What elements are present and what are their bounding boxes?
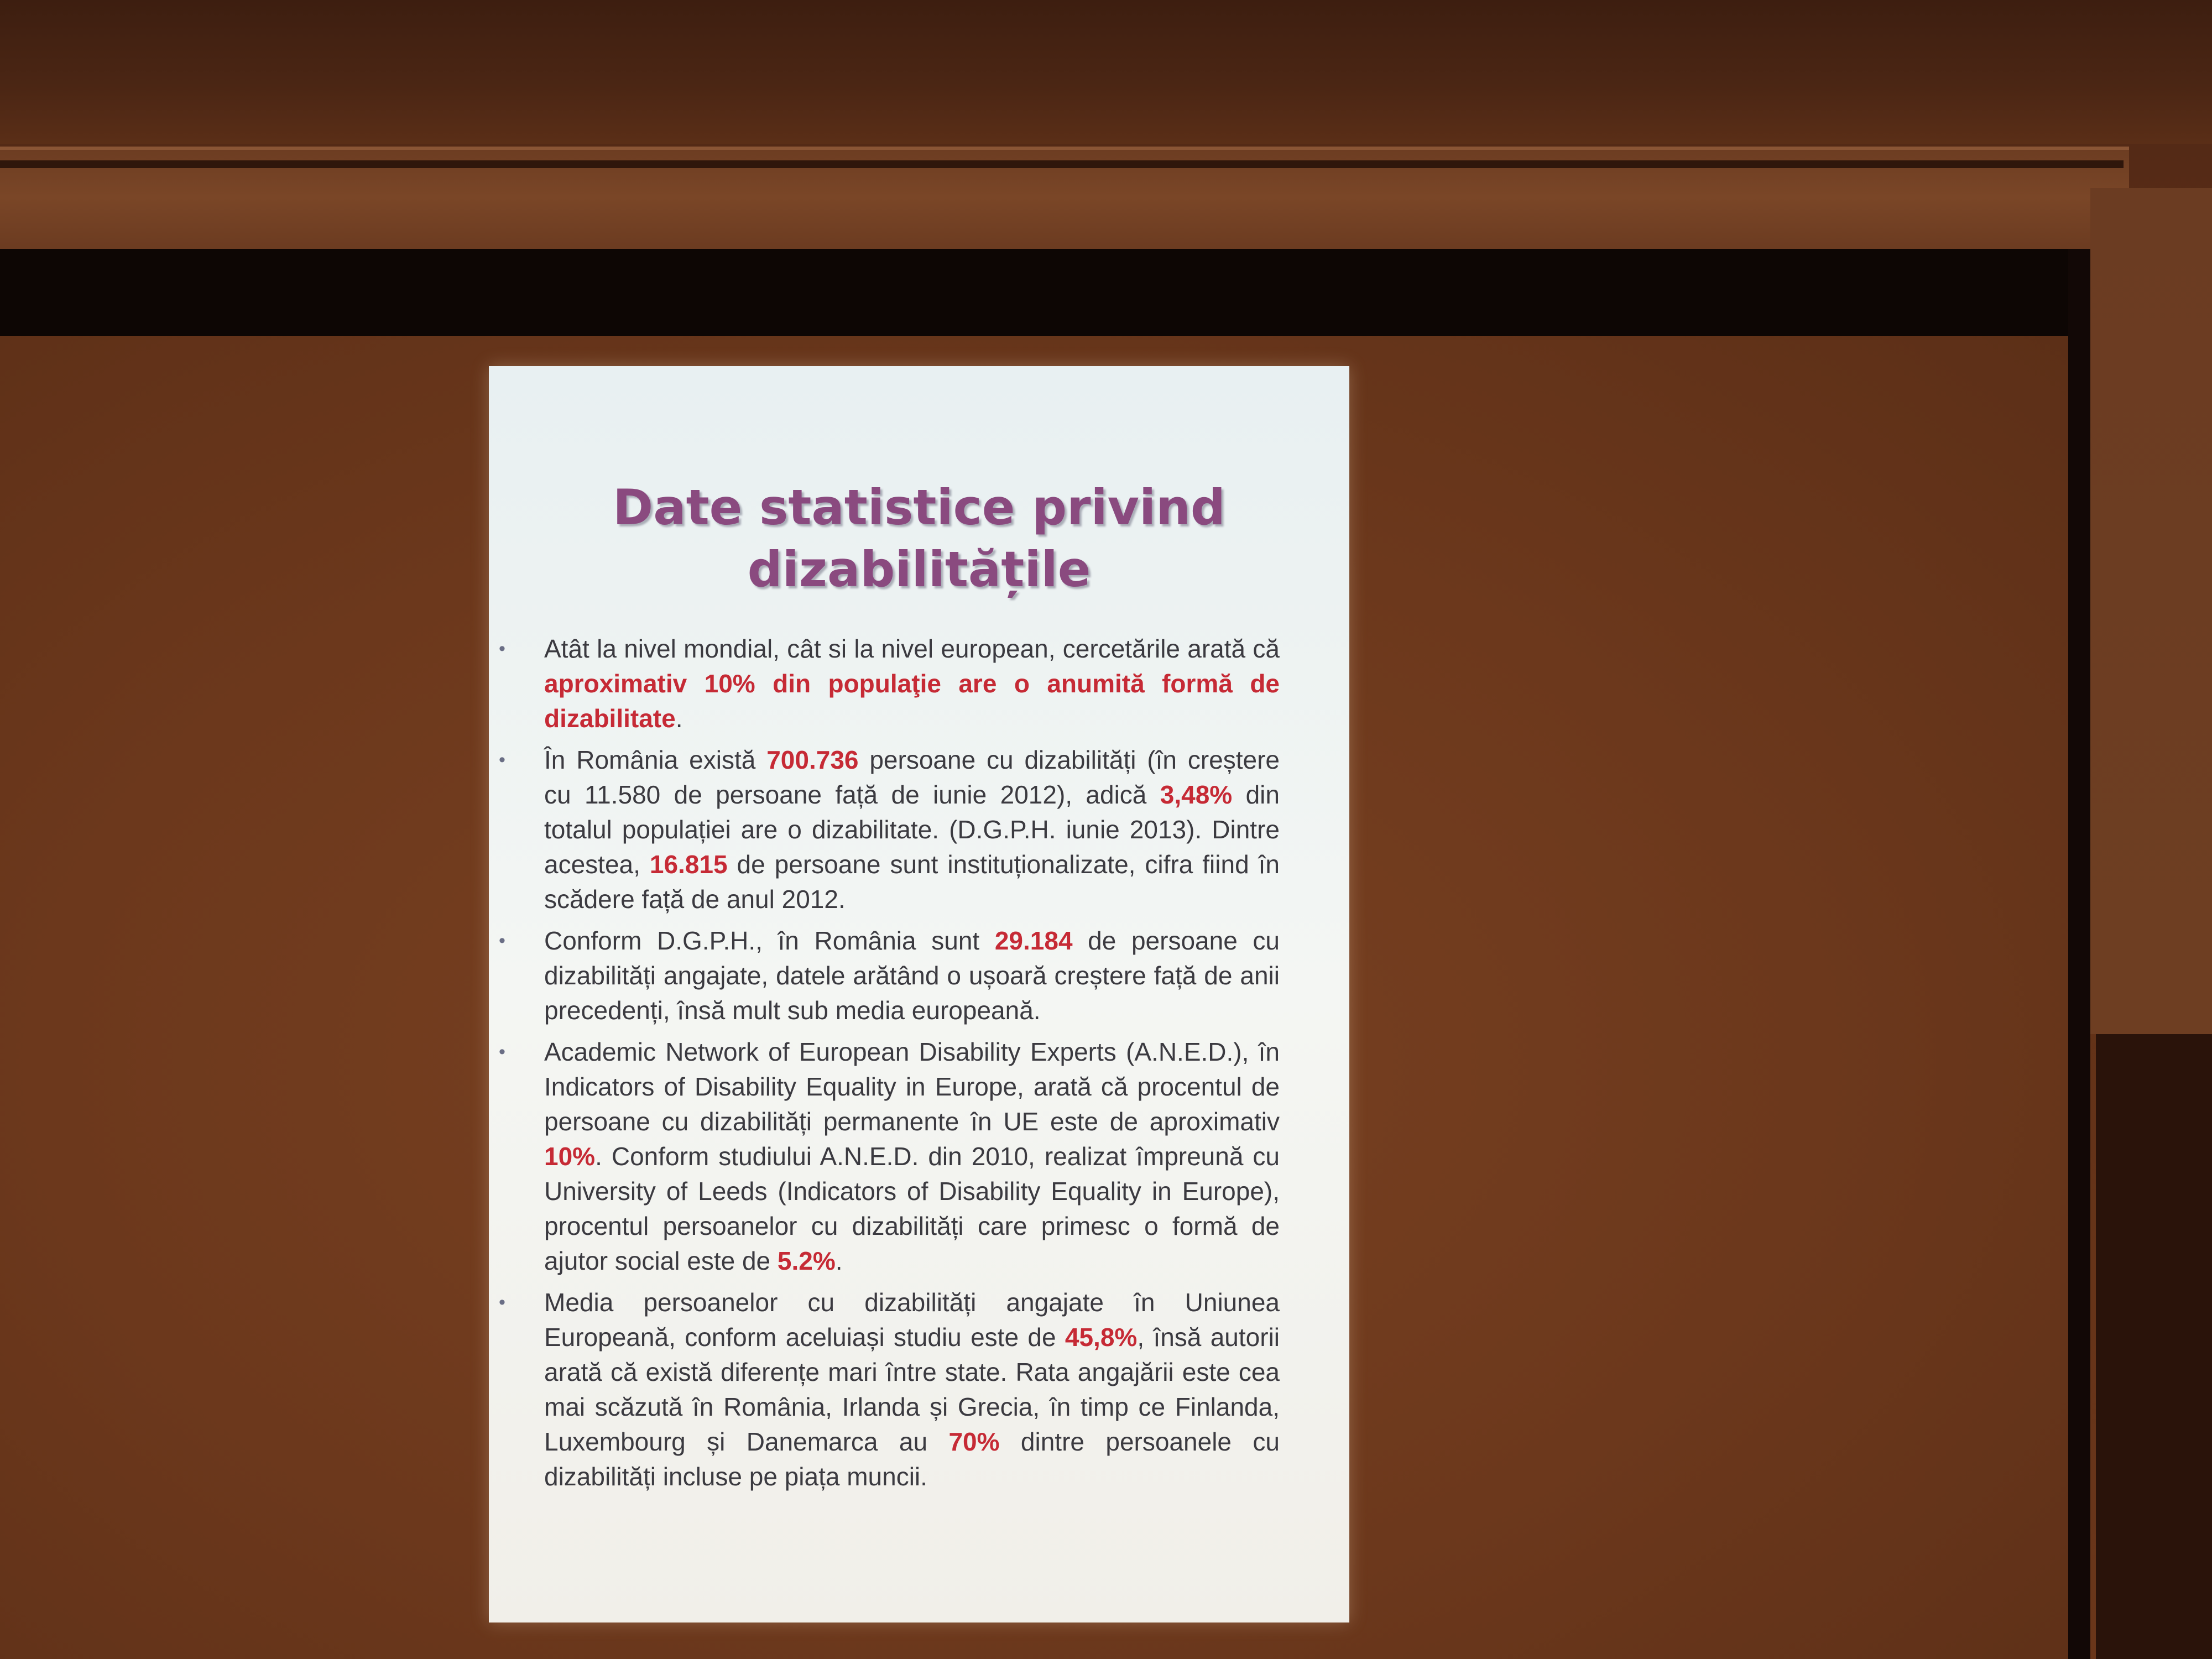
bullet-dot-icon: • <box>499 749 505 770</box>
bullet-item <box>499 743 1280 917</box>
bullet-highlight: 5.2% <box>777 1246 836 1275</box>
bullet-text: persoane cu dizabilități (în creștere cu 11.580 de persoane față de iunie 2012), adică <box>544 745 1280 809</box>
wall-right-shadow <box>2096 1034 2212 1659</box>
bullet-text: de persoane sunt instituționalizate, cifra fiind în scădere față de anul 2012. <box>544 850 1280 914</box>
bullet-text: dintre persoanele cu dizabilități incluse pe piața muncii. <box>544 1427 1280 1491</box>
bullet-item <box>499 1285 1280 1494</box>
bullet-list <box>499 632 1280 1501</box>
bullet-highlight: 16.815 <box>649 850 728 879</box>
bullet-text: Media persoanelor cu dizabilități angajate în Uniunea Europeană, conform aceluiași studiu este de <box>544 1288 1280 1352</box>
bullet-dot-icon: • <box>499 638 505 659</box>
bullet-text: În România există <box>544 745 767 774</box>
bullet-dot-icon: • <box>499 930 505 951</box>
bullet-text: . <box>835 1246 843 1275</box>
bullet-text: . Conform studiului A.N.E.D. din 2010, realizat împreună cu University of Leeds (Indicators of Disability Equality in Europe), procentul persoanelor cu dizabilități care primesc o formă de ajutor social este de <box>544 1142 1280 1275</box>
screen-right-border <box>2068 249 2090 1659</box>
bullet-item <box>499 924 1280 1028</box>
slide-title-line-2: dizabilitățile <box>747 541 1091 598</box>
slide-title <box>489 477 1349 601</box>
projected-slide <box>489 366 1349 1623</box>
bullet-highlight: 70% <box>948 1427 1000 1456</box>
bullet-text: de persoane cu dizabilități angajate, datele arătând o ușoară creștere față de anii precedenți, însă mult sub media europeană. <box>544 926 1280 1025</box>
bullet-item <box>499 632 1280 736</box>
bullet-dot-icon: • <box>499 1292 505 1313</box>
bullet-text: , însă autorii arată că există diferențe mari între state. Rata angajării este cea mai scăzută în România, Irlanda și Grecia, în timp ce Finlanda, Luxembourg și Danemarca au <box>544 1323 1280 1456</box>
bullet-text: Academic Network of European Disability Experts (A.N.E.D.), în Indicators of Disability Equality in Europe, arată că procentul de persoane cu dizabilități permanente în UE este de aproximativ <box>544 1037 1280 1136</box>
wall-right <box>2090 188 2212 1034</box>
bullet-text: Conform D.G.P.H., în România sunt <box>544 926 995 955</box>
screen-housing-rail <box>0 160 2124 168</box>
bullet-highlight: 45,8% <box>1065 1323 1138 1352</box>
screen-top-border <box>0 249 2090 337</box>
bullet-highlight: 29.184 <box>994 926 1073 955</box>
bullet-text: Atât la nivel mondial, cât si la nivel european, cercetările arată că <box>544 634 1280 663</box>
bullet-dot-icon: • <box>499 1041 505 1062</box>
slide-title-line-1: Date statistice privind <box>613 479 1225 536</box>
bullet-text: din totalul populației are o dizabilitate. (D.G.P.H. iunie 2013). Dintre acestea, <box>544 780 1280 879</box>
bullet-item <box>499 1035 1280 1279</box>
bullet-text: . <box>675 704 683 733</box>
ceiling <box>0 0 2212 144</box>
bullet-highlight: aproximativ 10% din populaţie are o anumită formă de dizabilitate <box>544 669 1280 733</box>
bullet-highlight: 3,48% <box>1160 780 1233 809</box>
bullet-highlight: 10% <box>544 1142 596 1171</box>
bullet-highlight: 700.736 <box>766 745 859 774</box>
